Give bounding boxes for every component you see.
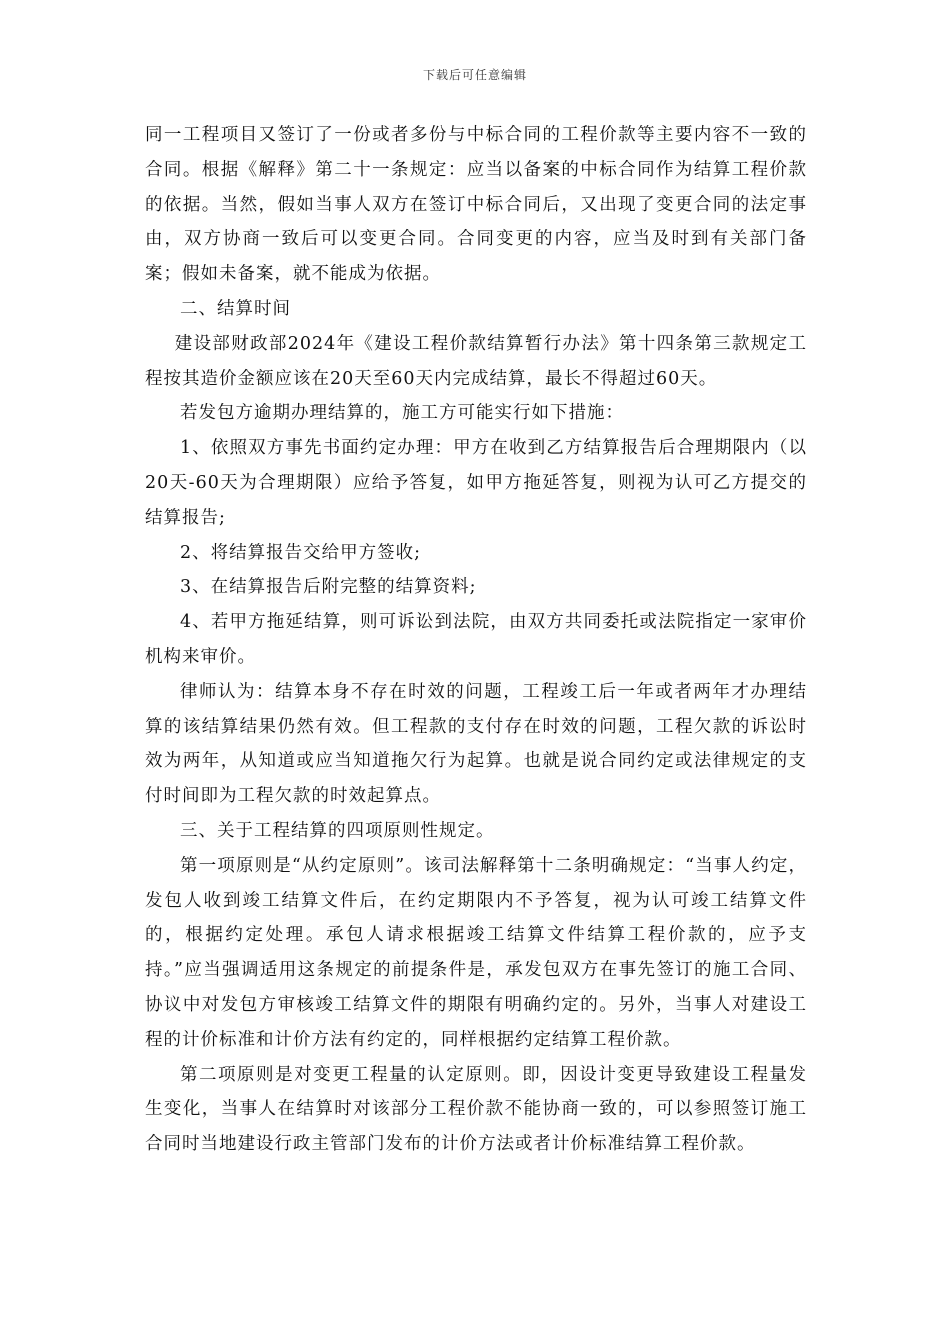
page-header: 下载后可任意编辑 [422, 68, 527, 82]
list-item-measure-2: 2、将结算报告交给甲方签收; [180, 542, 422, 563]
document-body [145, 118, 807, 1162]
paragraph-contract-filing: 同一工程项目又签订了一份或者多份与中标合同的工程价款等主要内容不一致的合同。根据《解释》第二十一条规定：应当以备案的中标合同作为结算工程价款的依据。当然，假如当事人双方在签订中标合同后，又出现了变更合同的法定事由，双方协商一致后可以变更合同。合同变更的内容，应当及时到有关部门备案；假如未备案，就不能成为依据。 [145, 125, 807, 285]
paragraph-lawyer-opinion: 律师认为：结算本身不存在时效的问题，工程竣工后一年或者两年才办理结算的该结算结果仍然有效。但工程款的支付存在时效的问题，工程欠款的诉讼时效为两年，从知道或应当知道拖欠行为起算。也就是说合同约定或法律规定的支付时间即为工程欠款的时效起算点。 [145, 681, 807, 807]
list-item-measure-3: 3、在结算报告后附完整的结算资料; [180, 577, 477, 598]
paragraph-principle-1: 第一项原则是“从约定原则”。该司法解释第十二条明确规定：“当事人约定，发包人收到竣工结算文件后，在约定期限内不予答复，视为认可竣工结算文件的，根据约定处理。承包人请求根据竣工结算文件结算工程价款的，应予支持。”应当强调适用这条规定的前提条件是，承发包双方在事先签订的施工合同、协议中对发包方审核竣工结算文件的期限有明确约定的。另外，当事人对建设工程的计价标准和计价方法有约定的，同样根据约定结算工程价款。 [145, 855, 807, 1050]
paragraph-principle-2: 第二项原则是对变更工程量的认定原则。即，因设计变更导致建设工程量发生变化，当事人在结算时对该部分工程价款不能协商一致的，可以参照签订施工合同时当地建设行政主管部门发布的计价方法或者计价标准结算工程价款。 [145, 1064, 807, 1155]
list-item-measure-1: 1、依照双方事先书面约定办理：甲方在收到乙方结算报告后合理期限内（以20天-60天为合理期限）应给予答复，如甲方拖延答复，则视为认可乙方提交的结算报告; [145, 438, 807, 528]
section-heading-four-principles: 三、关于工程结算的四项原则性规定。 [180, 820, 495, 841]
list-item-measure-4: 4、若甲方拖延结算，则可诉讼到法院，由双方共同委托或法院指定一家审价机构来审价。 [145, 612, 807, 667]
paragraph-settlement-regulation: 建设部财政部2024年《建设工程价款结算暂行办法》第十四条第三款规定工程按其造价金额应该在20天至60天内完成结算，最长不得超过60天。 [145, 333, 807, 389]
section-heading-settlement-time: 二、结算时间 [180, 298, 291, 319]
paragraph-overdue-measures: 若发包方逾期办理结算的，施工方可能实行如下措施： [180, 403, 624, 424]
